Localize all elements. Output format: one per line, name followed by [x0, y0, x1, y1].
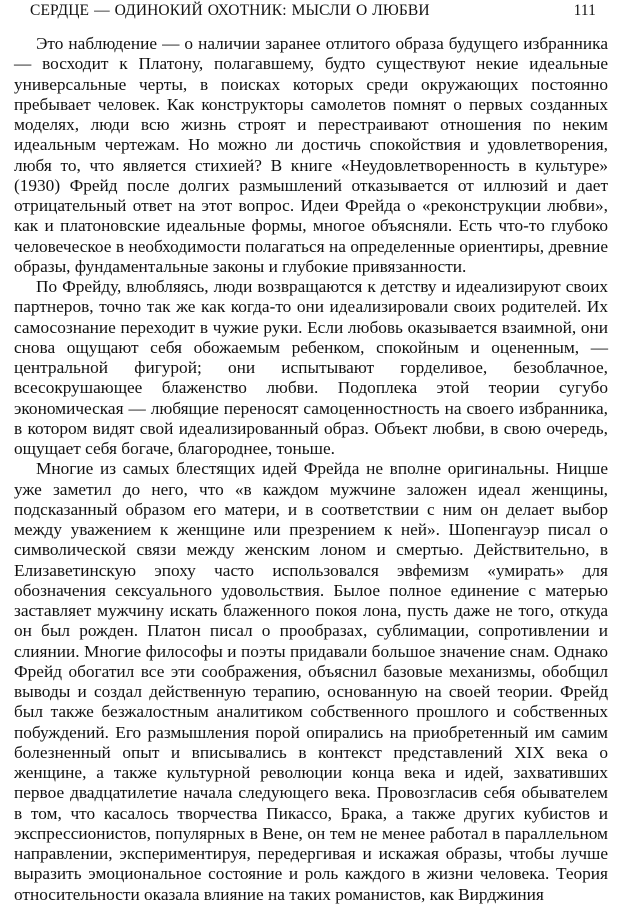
paragraph-3: Многие из самых блестящих идей Фрейда не вполне оригинальны. Ницше уже заметил до него, что «в каждом мужчине заложен идеал женщины, подсказанный образом его матери, и в соответствии с ним он делает выбор между уважением к женщине или презрением к ней». Шопенгауэр писал о символической связи между женским лоном и смертью. Действительно, в Елизаветинскую эпоху часто использовался эвфемизм «умирать» для обозначения сексуального удовольствия. Былое полное единение с матерью заставляет мужчину искать блаженного покоя лона, пусть даже не того, откуда он был рожден. Платон писал о прообразах, сублимации, сопротивлении и слиянии. Многие философы и поэты придавали большое значение снам. Однако Фрейд обогатил все эти соображения, объяснил базовые механизмы, обобщил выводы и создал действенную терапию, основанную на своей теории. Фрейд был также безжалостным аналитиком собственного прошлого и собственных побуждений. Его размышления порой опирались на приобретенный им самим болезненный опыт и вписывались в контекст представлений XIX века о женщине, а также культурной революции конца века и идей, захвативших первое двадцатилетие начала следующего века. Провозгласив себя обывателем в том, что касалось творчества Пикассо, Брака, а также других кубистов и экспрессионистов, популярных в Вене, он тем не менее работал в параллельном направлении, экспериментируя, передергивая и искажая образы, чтобы лучше выразить эмоциональное состояние и роль каждого в жизни человека. Теория относительности оказала влияние на таких романистов, как Вирджиния: [14, 459, 608, 904]
running-head: [14, 0, 608, 26]
paragraph-2: По Фрейду, влюбляясь, люди возвращаются к детству и идеализируют своих партнеров, точно так же как когда-то они идеализировали своих родителей. Их самосознание переходит в чужие руки. Если любовь оказывается взаимной, они снова ощущают себя обожаемым ребенком, спокойным и оцененным, — центральной фигурой; они испытывают горделивое, безоблачное, всесокрушающее блаженство любви. Подоплека этой теории сугубо экономическая — любящие переносят самоценностность на своего избранника, в котором видят свой идеализированный образ. Объект любви, в свою очередь, ощущает себя богаче, благороднее, тоньше.: [14, 277, 608, 458]
running-title: СЕРДЦЕ — ОДИНОКИЙ ОХОТНИК: МЫСЛИ О ЛЮБВИ: [30, 2, 430, 19]
paragraph-1: Это наблюдение — о наличии заранее отлитого образа будущего избранника — восходит к Платону, полагавшему, будто существуют некие идеальные универсальные черты, в поисках которых среди окружающих постоянно пребывает человек. Как конструкторы самолетов помнят о первых созданных моделях, люди всю жизнь строят и перестраивают отношения по неким идеальным чертежам. Но можно ли достичь спокойствия и удовлетворения, любя то, что является стихией? В книге «Неудовлетворенность в культуре» (1930) Фрейд после долгих размышлений отказывается от иллюзий и дает отрицательный ответ на этот вопрос. Идеи Фрейда о «реконструкции любви», как и платоновские идеальные формы, многое объясняли. Есть что-то глубоко человеческое в необходимости полагаться на определенные ориентиры, древние образы, фундаментальные законы и глубокие привязанности.: [14, 34, 608, 276]
page-number: 111: [573, 2, 596, 19]
body-text: [14, 34, 608, 905]
